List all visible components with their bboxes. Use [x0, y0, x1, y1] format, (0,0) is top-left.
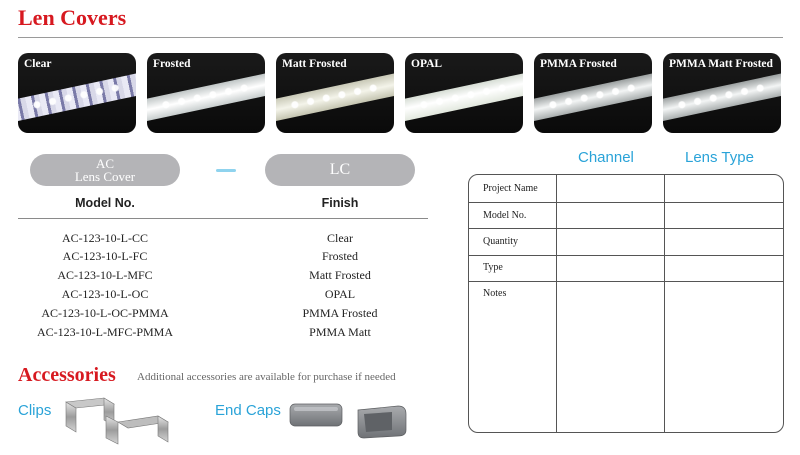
order-form: [468, 174, 784, 433]
cover-label: Frosted: [153, 58, 191, 70]
cover-label: Matt Frosted: [282, 58, 347, 70]
clips-label: Clips: [18, 402, 52, 419]
cover-label: OPAL: [411, 58, 443, 70]
finish-cell: Frosted: [322, 249, 358, 263]
ac-lens-cover-pill: [30, 154, 180, 186]
cover-tile-clear: [18, 53, 136, 133]
cover-tile-frosted: [147, 53, 265, 133]
model-cell: AC-123-10-L-OC-PMMA: [41, 306, 169, 320]
form-column-divider: [664, 175, 665, 432]
cover-tile-matt-frosted: [276, 53, 394, 133]
finish-cell: Clear: [327, 231, 353, 245]
finish-cell: OPAL: [324, 287, 356, 301]
form-row-divider: [469, 228, 783, 229]
cover-tile-opal: [405, 53, 523, 133]
form-row-divider: [469, 202, 783, 203]
title-divider: [18, 37, 783, 38]
lens-cover-gallery: [18, 53, 784, 133]
cover-label: PMMA Matt Frosted: [669, 58, 773, 70]
finish-cell: PMMA Matt: [309, 325, 371, 339]
channel-column-header: Channel: [578, 149, 634, 166]
form-row-divider: [469, 255, 783, 256]
cover-tile-pmma-frosted: [534, 53, 652, 133]
cover-label: Clear: [24, 58, 52, 70]
quantity-label: Quantity: [483, 236, 518, 247]
model-cell: AC-123-10-L-OC: [61, 287, 149, 301]
cover-label: PMMA Frosted: [540, 58, 617, 70]
project-name-label: Project Name: [483, 183, 538, 194]
notes-label: Notes: [483, 288, 507, 299]
accessories-title: Accessories: [18, 364, 116, 386]
form-row-divider: [469, 281, 783, 282]
ac-description: Lens Cover: [74, 169, 136, 184]
form-column-divider: [556, 175, 557, 432]
end-caps-image: [288, 400, 412, 442]
model-cell: AC-123-10-L-FC: [62, 249, 148, 263]
finish-cell: Matt Frosted: [309, 268, 371, 282]
finish-column-header: Finish: [321, 196, 359, 210]
end-caps-label: End Caps: [215, 402, 281, 419]
lens-type-column-header: Lens Type: [685, 149, 754, 166]
code-separator-dash: [216, 169, 236, 172]
model-column-header: Model No.: [75, 196, 135, 210]
finish-cell: PMMA Frosted: [302, 306, 378, 320]
table-divider: [18, 218, 428, 219]
model-cell: AC-123-10-L-MFC-PMMA: [36, 325, 173, 339]
accessories-note: Additional accessories are available for purchase if needed: [137, 371, 396, 383]
lc-pill: LC: [265, 154, 415, 186]
model-cell: AC-123-10-L-MFC: [57, 268, 153, 282]
ac-code: AC: [95, 156, 115, 171]
type-label: Type: [483, 262, 503, 273]
model-no-label: Model No.: [483, 210, 527, 221]
clips-image: [62, 392, 170, 447]
model-cell: AC-123-10-L-CC: [62, 231, 148, 245]
page-title: Len Covers: [18, 5, 127, 30]
cover-tile-pmma-matt-frosted: [663, 53, 781, 133]
